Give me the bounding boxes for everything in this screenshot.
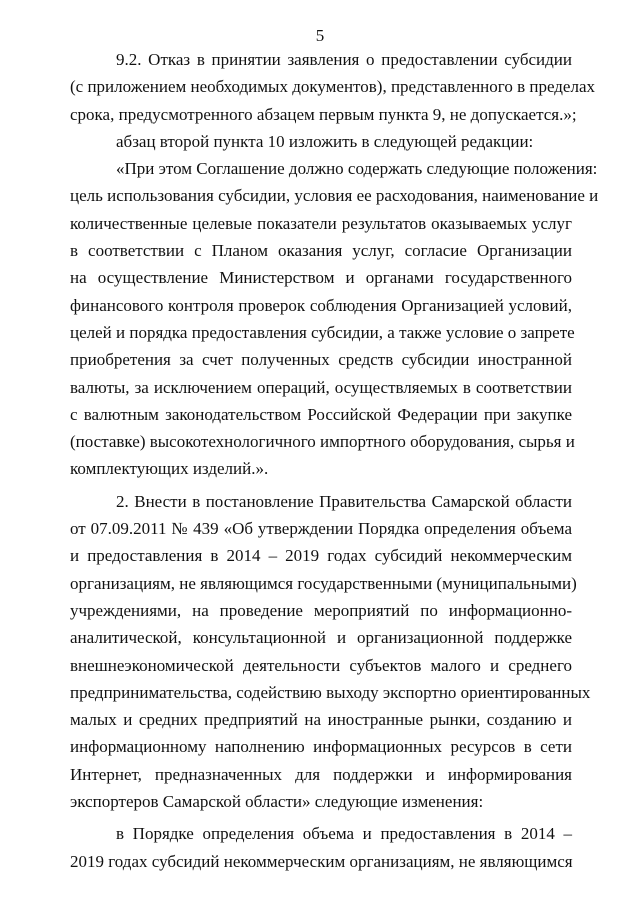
document-body [70, 46, 599, 875]
text-line: предпринимательства, содействию выходу экспортно ориентированных [70, 682, 591, 702]
text-line: на осуществление Министерством и органами государственного [70, 268, 572, 288]
text-line: организациям, не являющимся государственными (муниципальными) [70, 573, 577, 593]
paragraph [70, 820, 572, 875]
page-number: 5 [315, 26, 325, 45]
paragraph [70, 155, 599, 483]
text-line: комплектующих изделий.». [70, 459, 269, 479]
text-line: целей и порядка предоставления субсидии, а также условие о запрете [70, 322, 575, 342]
text-line: экспортеров Самарской области» следующие изменения: [70, 792, 484, 812]
paragraph [70, 488, 591, 816]
paragraph [70, 46, 595, 128]
text-line: информационному наполнению информационных ресурсов в сети [70, 737, 572, 757]
text-line: количественные целевые показатели результатов оказываемых услуг [70, 213, 572, 233]
text-line: от 07.09.2011 № 439 «Об утверждении Порядка определения объема [70, 519, 572, 539]
text-line: (поставке) высокотехнологичного импортного оборудования, сырья и [70, 432, 575, 452]
text-line: с валютным законодательством Российской Федерации при закупке [70, 404, 572, 424]
text-line: внешнеэкономической деятельности субъектов малого и среднего [70, 655, 572, 675]
paragraph [70, 128, 572, 155]
text-line: 2019 годах субсидий некоммерческим организациям, не являющимся [70, 851, 573, 871]
text-line: 9.2. Отказ в принятии заявления о предоставлении субсидии [116, 50, 572, 69]
text-line: учреждениями, на проведение мероприятий по информационно- [70, 600, 572, 620]
text-line: абзац второй пункта 10 изложить в следующей редакции: [116, 131, 534, 151]
text-line: в соответствии с Планом оказания услуг, согласие Организации [70, 241, 572, 261]
text-line: аналитической, консультационной и организационной поддержке [70, 628, 572, 648]
text-line: финансового контроля проверок соблюдения Организацией условий, [70, 295, 572, 315]
text-line: Интернет, предназначенных для поддержки и информирования [70, 764, 572, 784]
text-line: 2. Внести в постановление Правительства Самарской области [116, 491, 572, 511]
text-line: цель использования субсидии, условия ее расходования, наименование и [70, 186, 599, 206]
text-line: в Порядке определения объема и предоставления в 2014 – [116, 824, 572, 844]
text-line: «При этом Соглашение должно содержать следующие положения: [116, 159, 598, 179]
text-line: приобретения за счет полученных средств субсидии иностранной [70, 350, 572, 370]
text-line: малых и средних предприятий на иностранные рынки, созданию и [70, 710, 572, 730]
text-line: срока, предусмотренного абзацем первым пункта 9, не допускается.»; [70, 104, 577, 124]
text-line: (с приложением необходимых документов), представленного в пределах [70, 77, 595, 97]
text-line: валюты, за исключением операций, осуществляемых в соответствии [70, 377, 572, 397]
text-line: и предоставления в 2014 – 2019 годах субсидий некоммерческим [70, 546, 572, 566]
